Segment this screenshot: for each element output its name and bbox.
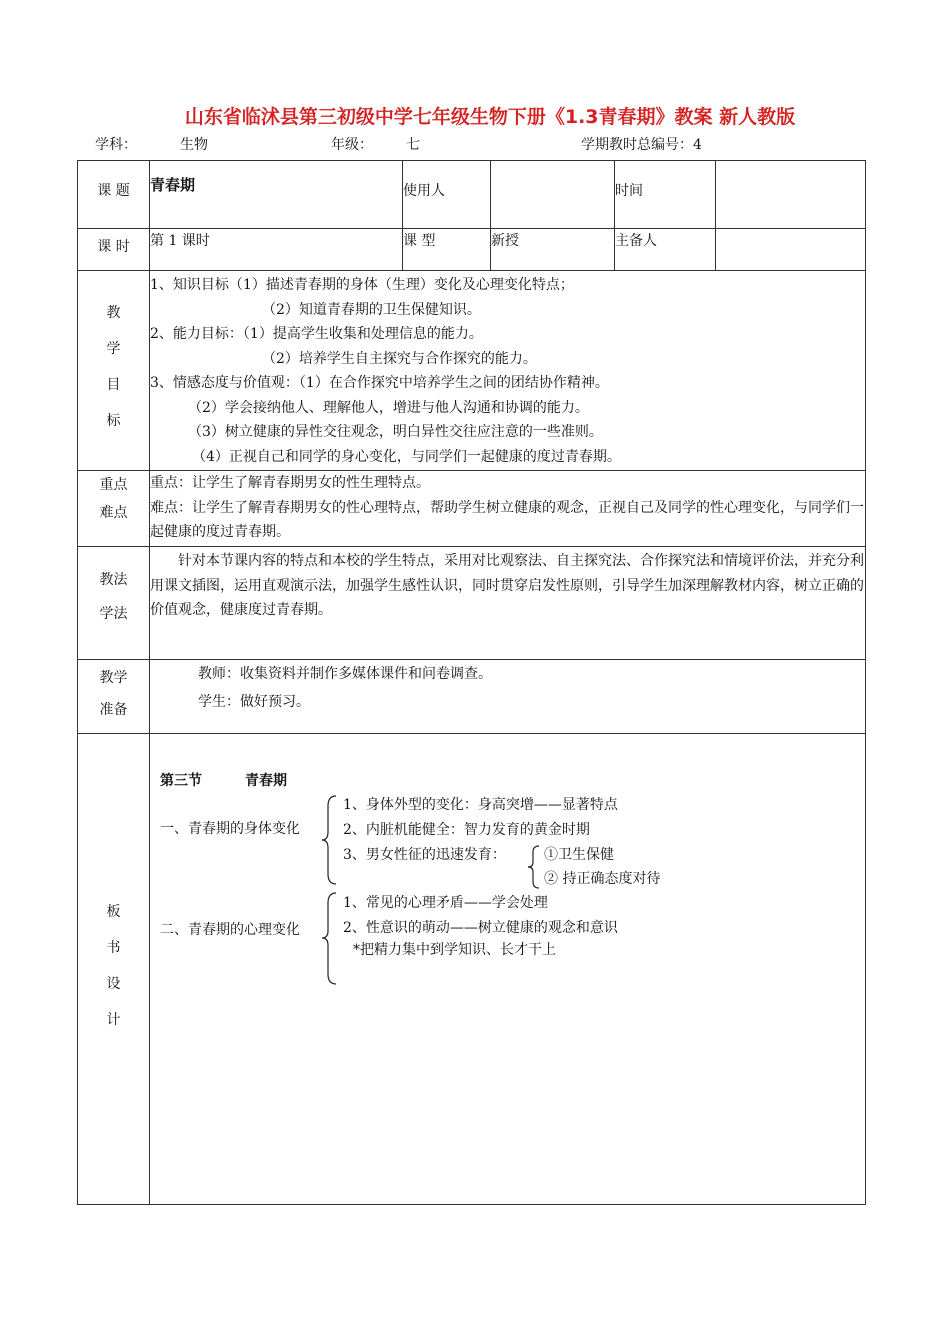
preparation-row bbox=[78, 660, 866, 734]
methods-row bbox=[78, 547, 866, 660]
topic-row bbox=[78, 161, 866, 229]
part2-brace-icon bbox=[320, 891, 340, 986]
keypoints-label bbox=[78, 471, 150, 547]
sub-brace-icon bbox=[526, 844, 542, 890]
time-value bbox=[716, 161, 866, 229]
board-label-char: 板 bbox=[106, 904, 121, 920]
grade-label: 年级： bbox=[331, 137, 373, 153]
keypoints-row bbox=[78, 471, 866, 547]
methods-label-line: 学法 bbox=[99, 606, 128, 622]
objective-line: 1、知识目标（1）描述青春期的身体（生理）变化及心理变化特点； bbox=[150, 277, 574, 293]
serial-label: 学期教时总编号：4 bbox=[581, 137, 702, 153]
board-part1-item: 2、内脏机能健全：智力发育的黄金时期 bbox=[343, 822, 590, 838]
preparation-line: 教师：收集资料并制作多媒体课件和问卷调查。 bbox=[198, 666, 492, 682]
methods-label-line: 教法 bbox=[99, 572, 128, 588]
preparation-line: 学生：做好预习。 bbox=[198, 694, 310, 710]
preparation-content bbox=[150, 660, 866, 734]
board-row bbox=[78, 734, 866, 1205]
objective-line: （2）学会接纳他人、理解他人，增进与他人沟通和协调的能力。 bbox=[188, 399, 589, 416]
objective-line: （3）树立健康的异性交往观念，明白异性交往应注意的一些准则。 bbox=[188, 424, 603, 440]
objectives-label bbox=[78, 271, 150, 471]
grade-value: 七 bbox=[406, 137, 420, 153]
board-part2-item: *把精力集中到学知识、长才干上 bbox=[353, 942, 556, 958]
type-label: 课 型 bbox=[403, 229, 491, 271]
board-label-char: 书 bbox=[106, 940, 121, 956]
board-sub-item: ①卫生保健 bbox=[544, 847, 614, 863]
board-label bbox=[78, 734, 150, 1205]
methods-label bbox=[78, 547, 150, 660]
board-content bbox=[150, 734, 866, 1205]
board-part2-item: 1、常见的心理矛盾——学会处理 bbox=[343, 895, 548, 911]
topic-value: 青春期 bbox=[150, 161, 403, 229]
type-value: 新授 bbox=[491, 229, 615, 271]
subject-value: 生物 bbox=[180, 137, 208, 153]
objective-line: 3、情感态度与价值观：（1）在合作探究中培养学生之间的团结协作精神。 bbox=[150, 375, 609, 391]
board-canvas bbox=[150, 734, 865, 1204]
board-part1-item: 1、身体外型的变化：身高突增——显著特点 bbox=[343, 797, 618, 813]
objectives-row bbox=[78, 271, 866, 471]
board-part1-title: 一、青春期的身体变化 bbox=[160, 821, 300, 837]
objective-line: （2）知道青春期的卫生保健知识。 bbox=[262, 301, 481, 318]
keypoint-line: 重点：让学生了解青春期男女的性生理特点。 bbox=[150, 475, 430, 491]
preparation-label-line: 教学 bbox=[99, 670, 128, 686]
keypoints-label-line: 重点 bbox=[99, 477, 128, 493]
preparer-value bbox=[716, 229, 866, 271]
objectives-label-char: 教 bbox=[106, 305, 121, 321]
user-value bbox=[491, 161, 615, 229]
subject-label: 学科： bbox=[95, 137, 137, 153]
document-title: 山东省临沭县第三初级中学七年级生物下册《1.3青春期》教案 新人教版 bbox=[184, 106, 796, 128]
time-label: 时间 bbox=[615, 161, 716, 229]
keypoints-content bbox=[150, 471, 866, 547]
board-sub-item: ② 持正确态度对待 bbox=[544, 871, 661, 887]
period-label: 课 时 bbox=[78, 229, 150, 271]
methods-content: 针对本节课内容的特点和本校的学生特点，采用对比观察法、自主探究法、合作探究法和情境评价法，并充分利用课文插图，运用直观演示法，加强学生感性认识，同时贯穿启发性原则，引导学生加深理解教材内容，树立正确的价值观念，健康度过青春期。 bbox=[150, 547, 866, 660]
keypoints-label-line: 难点 bbox=[99, 505, 128, 521]
user-label: 使用人 bbox=[403, 161, 491, 229]
topic-label: 课 题 bbox=[78, 161, 150, 229]
objectives-label-char: 目 bbox=[106, 377, 121, 393]
period-row bbox=[78, 229, 866, 271]
preparer-label: 主备人 bbox=[615, 229, 716, 271]
board-part1-item: 3、男女性征的迅速发育： bbox=[343, 847, 506, 863]
period-value: 第 1 课时 bbox=[150, 229, 403, 271]
board-section-title: 青春期 bbox=[245, 773, 287, 789]
objective-line: 2、能力目标：（1）提高学生收集和处理信息的能力。 bbox=[150, 326, 483, 342]
objectives-label-char: 学 bbox=[106, 341, 121, 357]
preparation-label bbox=[78, 660, 150, 734]
preparation-label-line: 准备 bbox=[99, 702, 128, 718]
board-label-char: 计 bbox=[106, 1012, 121, 1028]
objective-line: （2）培养学生自主探究与合作探究的能力。 bbox=[262, 350, 537, 367]
board-label-char: 设 bbox=[106, 976, 121, 992]
objective-line: （4）正视自己和同学的身心变化，与同学们一起健康的度过青春期。 bbox=[192, 448, 621, 465]
board-part2-item: 2、性意识的萌动——树立健康的观念和意识 bbox=[343, 920, 618, 936]
objectives-label-char: 标 bbox=[106, 413, 121, 429]
objectives-content bbox=[150, 271, 866, 471]
part1-brace-icon bbox=[320, 794, 340, 886]
keypoint-line: 难点：让学生了解青春期男女的性心理特点，帮助学生树立健康的观念，正视自己及同学的性心理变化，与同学们一起健康的度过青春期。 bbox=[150, 499, 864, 540]
board-part2-title: 二、青春期的心理变化 bbox=[160, 922, 300, 938]
lesson-plan-table bbox=[77, 160, 866, 1205]
board-section: 第三节 bbox=[160, 773, 202, 789]
